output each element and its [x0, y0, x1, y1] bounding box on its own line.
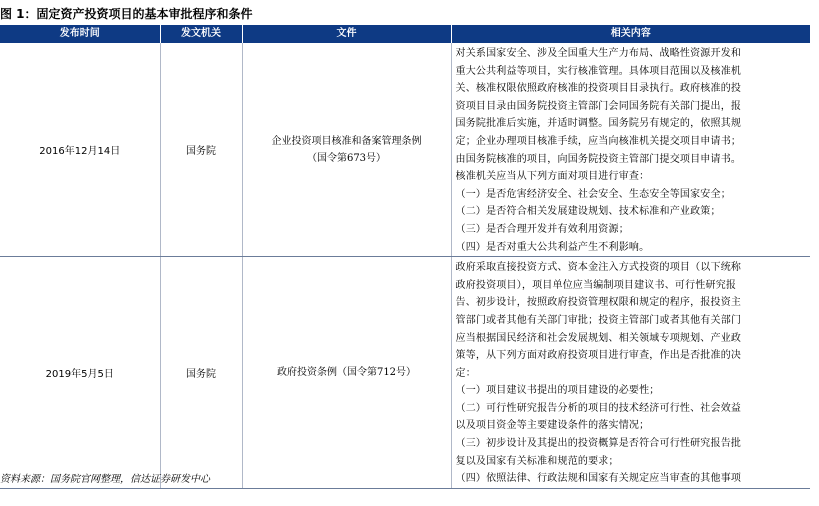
table-row [0, 43, 810, 257]
cell-content [451, 43, 810, 257]
content-line: （三）初步设计及其提出的投资概算是否符合可行性研究报告批 [455, 438, 742, 450]
approval-table [0, 25, 810, 489]
content-line: （一）是否危害经济安全、社会安全、生态安全等国家安全； [455, 188, 731, 200]
content-line: 资项目目录由国务院投资主管部门会同国务院有关部门提出，报 [455, 100, 742, 112]
cell-date: 2019年5月5日 [0, 257, 160, 489]
content-line: 国务院批准后实施，并适时调整。国务院另有规定的，依照其规 [455, 118, 742, 130]
content-line: 政府采取直接投资方式、资本金注入方式投资的项目（以下统称 [455, 262, 742, 274]
cell-date: 2016年12月14日 [0, 43, 160, 257]
content-line: （四）是否对重大公共利益产生不利影响。 [455, 241, 650, 253]
content-line: （四）依照法律、行政法规和国家有关规定应当审查的其他事项 [455, 473, 742, 485]
content-line: 由国务院核准的项目，向国务院投资主管部门提交项目申请书。 [455, 153, 742, 165]
cell-document [242, 43, 451, 257]
content-line: 应当根据国民经济和社会发展规划、相关领域专项规划、产业政 [455, 332, 742, 344]
document-title-line: 政府投资条例（国令第712号） [276, 366, 417, 378]
content-line: 以及项目资金等主要建设条件的落实情况； [455, 420, 650, 432]
content-line: （二）可行性研究报告分析的项目的技术经济可行性、社会效益 [455, 402, 742, 414]
header-document: 文件 [242, 25, 451, 43]
content-line: （二）是否符合相关发展建设规划、技术标准和产业政策； [455, 206, 721, 218]
header-date: 发布时间 [0, 25, 160, 43]
content-line: 管部门或者其他有关部门审批；投资主管部门或者其他有关部门 [455, 314, 742, 326]
cell-agency: 国务院 [160, 257, 242, 489]
content-line: 核准机关应当从下列方面对项目进行审查： [455, 171, 650, 183]
document-number-line: （国令第673号） [306, 152, 387, 164]
cell-agency: 国务院 [160, 43, 242, 257]
content-line: 定；企业办理项目核准手续，应当向核准机关提交项目申请书； [455, 135, 742, 147]
content-line: 告、初步设计，按照政府投资管理权限和规定的程序，报投资主 [455, 297, 742, 309]
content-line: （三）是否合理开发并有效利用资源； [455, 223, 629, 235]
content-line: 重大公共利益等项目，实行核准管理。具体项目范围以及核准机 [455, 65, 742, 77]
cell-document [242, 257, 451, 489]
content-line: 策等，从下列方面对政府投资项目进行审查，作出是否批准的决 [455, 350, 742, 362]
content-line: （一）项目建议书提出的项目建设的必要性； [455, 385, 660, 397]
figure-title: 图 1：固定资产投资项目的基本审批程序和条件 [0, 7, 253, 21]
content-line: 复以及国家有关标准和规范的要求； [455, 455, 619, 467]
document-title-line: 企业投资项目核准和备案管理条例 [271, 135, 422, 147]
source-note: 资料来源：国务院官网整理，信达证券研发中心 [0, 474, 210, 485]
table-header-row [0, 25, 810, 43]
content-line: 关、核准权限依照政府核准的投资项目目录执行。政府核准的投 [455, 83, 742, 95]
cell-content [451, 257, 810, 489]
content-line: 政府投资项目），项目单位应当编制项目建议书、可行性研究报 [455, 279, 737, 291]
content-line: 定： [455, 367, 476, 379]
content-line: 对关系国家安全、涉及全国重大生产力布局、战略性资源开发和 [455, 48, 742, 59]
table-row [0, 257, 810, 489]
header-content: 相关内容 [451, 25, 810, 43]
header-agency: 发文机关 [160, 25, 242, 43]
